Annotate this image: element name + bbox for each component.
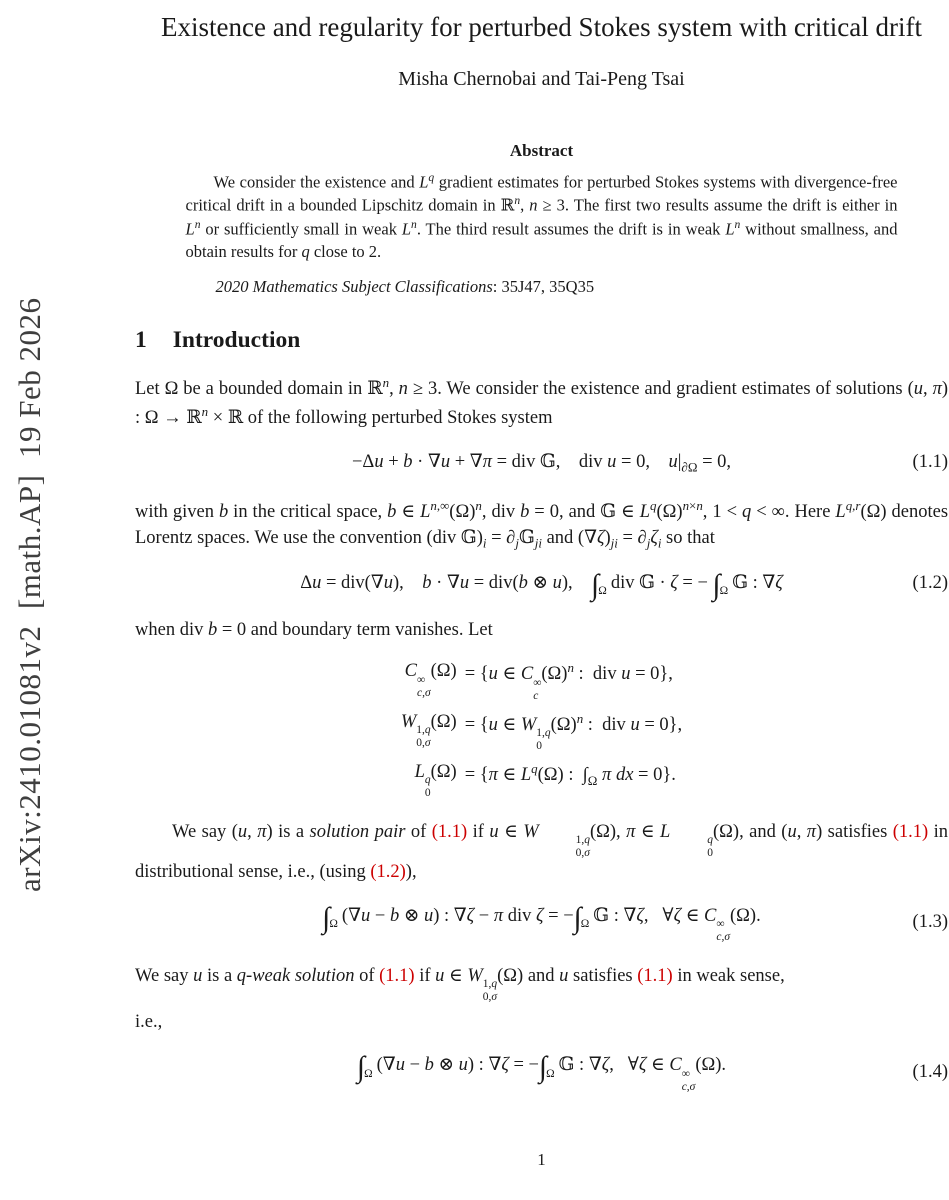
- equation-reference-link[interactable]: (1.2): [370, 861, 406, 882]
- arxiv-watermark: arXiv:2410.01081v2 [math.AP] 19 Feb 2026: [12, 297, 47, 892]
- equation-reference-link[interactable]: (1.1): [892, 821, 929, 842]
- equation-1-3: [135, 903, 948, 944]
- definition-lhs: W 1,q 0,σ (Ω): [400, 711, 457, 749]
- intro-paragraph-3: when div b = 0 and boundary term vanishes. Let: [135, 619, 493, 640]
- definition-rhs: = {u ∈ W 1,q 0 $(\Omega)^n$ : div u = 0},: [464, 710, 683, 752]
- equation-1-2-body: Δu = div(∇u), b · ∇u = div(b ⊗ u), $\int_\Omega$ div 𝔾 · ζ = − $\int_\Omega$ 𝔾 : ∇ζ: [300, 569, 783, 602]
- msc-classification-line: 2020 Mathematics Subject Classifications: 35J47, 35Q35: [215, 276, 595, 296]
- section-1-heading: [135, 327, 948, 354]
- definition-lhs: L q 0 (Ω): [414, 761, 457, 799]
- function-space-definitions: [401, 659, 682, 799]
- section-number: 1: [135, 326, 147, 353]
- definition-rhs: = {u ∈ C ∞ c $(\Omega)^n$ : div u = 0},: [464, 660, 673, 702]
- equation-1-4-body: $\int_\Omega$ (∇u − b ⊗ u) : $\nabla\zeta = -\int_\Omega$ 𝔾 : ∇ζ, ∀ζ ∈ C ∞ c,σ (Ω).: [356, 1051, 727, 1093]
- paper-content: [135, 0, 948, 1110]
- equation-reference-link[interactable]: (1.1): [637, 965, 673, 986]
- paper-title: Existence and regularity for perturbed Stokes system with critical drift: [160, 12, 923, 42]
- intro-paragraph-4: We say (u, π) is a solution pair of (1.1) if u ∈ W 1,q 0,σ (Ω), π ∈ L q 0 (Ω), and (u, π) satisfies (1.1) in distributional sense, i.e., (using (1.2)),: [135, 821, 949, 882]
- equation-1-3-tag: (1.3): [912, 912, 948, 933]
- equation-1-3-body: $\int_\Omega$ (∇u − b ⊗ u) : ∇ζ − π div $\zeta = -\int_\Omega$ 𝔾 : ∇ζ, ∀ζ ∈ C ∞ c,σ (Ω).: [322, 902, 761, 943]
- abstract-heading: Abstract: [509, 141, 574, 161]
- paper-authors: Misha Chernobai and Tai-Peng Tsai: [398, 68, 685, 91]
- equation-1-1-tag: (1.1): [912, 451, 948, 472]
- equation-1-2: [135, 569, 948, 602]
- intro-paragraph-2: with given b in the critical space, b ∈ $L^{n,\infty}(\Omega)^n$, div b = 0, and 𝔾 ∈ $L^q(\Omega)^{n\times n}$, 1 < q < ∞. Here L$^{q,r}$(Ω) denotes Lorentz spaces. We use the convention (div $𝔾)_i$ = $\partial_j𝔾_{ji}$ and $(\nabla\zeta)_{ji} = \partial_j\zeta_i$ so that: [135, 497, 949, 551]
- definition-rhs: = {π ∈ $L^q(\Omega)$ : $\int_\Omega$ π dx = 0}.: [464, 760, 676, 788]
- intro-paragraph-1: Let Ω be a bounded domain in ℝ$^n$, n ≥ 3. We consider the existence and gradient estimates of solutions (u, π) : Ω → ℝ$^n$ × ℝ of the following perturbed Stokes system: [135, 374, 949, 428]
- equation-1-4-tag: (1.4): [912, 1062, 948, 1083]
- page-number: 1: [537, 1150, 546, 1169]
- intro-paragraph-5: We say u is a q-weak solution of (1.1) if u ∈ W 1,q 0,σ (Ω) and u satisfies (1.1) in weak sense,: [135, 965, 785, 1003]
- equation-1-2-tag: (1.2): [912, 572, 948, 593]
- equation-1-1: [135, 449, 948, 477]
- equation-1-4: [135, 1052, 948, 1093]
- intro-paragraph-5-continuation: i.e.,: [135, 1011, 163, 1032]
- equation-reference-link[interactable]: (1.1): [431, 821, 468, 842]
- equation-reference-link[interactable]: (1.1): [379, 965, 415, 986]
- equation-1-1-body: −Δu + b · ∇u + ∇π = div 𝔾, div u = 0, $u|_{\partial\Omega} = 0$,: [352, 451, 731, 475]
- definition-lhs: C ∞ c,σ (Ω): [404, 661, 457, 699]
- section-title: Introduction: [172, 326, 301, 353]
- abstract-text: We consider the existence and $L^q$ gradient estimates for perturbed Stokes systems with divergence-free critical drift in a bounded Lipschitz domain in ℝ$^n$, n ≥ 3. The first two results assume the drift is either in $L^n$ or sufficiently small in weak $L^n$. The third result assumes the drift is in weak $L^n$ without smallness, and obtain results for q close to 2.: [185, 172, 898, 261]
